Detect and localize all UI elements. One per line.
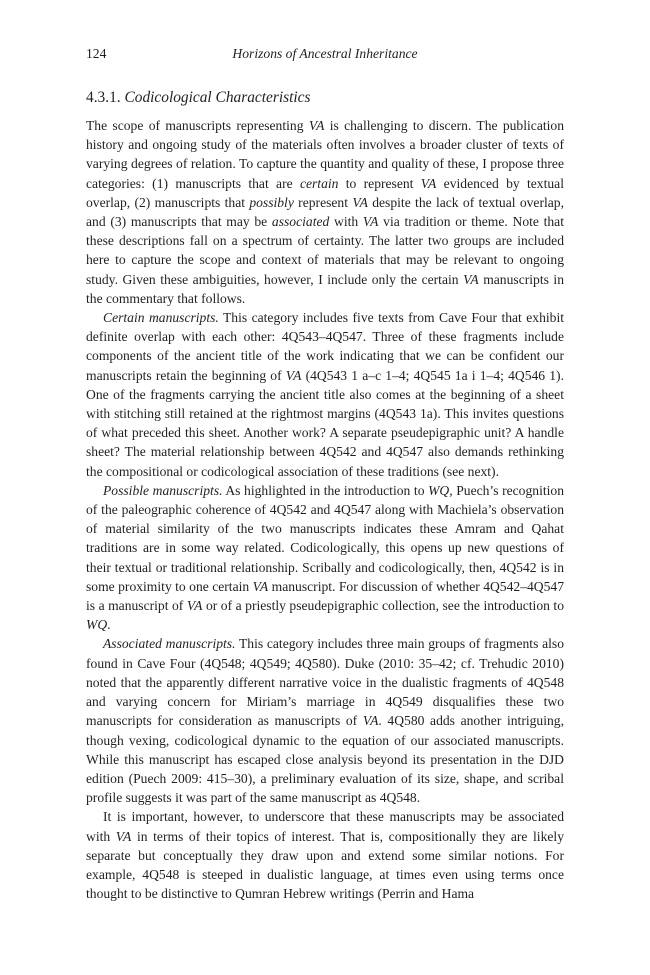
text-run: This category includes five texts from Cave Four that exhibit definite overlap with each other: 4Q543–4Q547. Three of these fragments include components of the ancient title of the work indicating that we can be confident our manuscripts retain the beginning of <box>86 310 564 383</box>
italic-text: Possible manuscripts. <box>103 482 223 498</box>
text-run: or of a priestly pseudepigraphic collection, see the introduction to <box>202 598 564 614</box>
paragraph-associated-manuscripts <box>86 634 564 807</box>
italic-text: VA <box>285 367 302 383</box>
italic-text: VA <box>362 214 379 230</box>
section-title: Codicological Characteristics <box>124 89 311 106</box>
text-run: represent <box>293 194 353 210</box>
text-run: The scope of manuscripts representing <box>86 118 309 133</box>
text-run: As highlighted in the introduction to <box>222 482 429 498</box>
italic-text: VA <box>420 175 437 191</box>
text-run: manuscript. For discussion of whether 4Q542–4Q547 is a manuscript of <box>86 578 564 614</box>
text-run: despite the lack of textual overlap, and (3) manuscripts that may be <box>86 194 564 230</box>
text-run: . <box>107 617 111 633</box>
italic-text: WQ <box>86 617 108 633</box>
italic-text: VA <box>252 578 269 594</box>
section-number: 4.3.1. <box>86 89 121 106</box>
italic-text: WQ <box>428 482 450 498</box>
text-run: in terms of their topics of interest. That is, compositionally they are likely separate but conceptually they draw upon and extend some similar notions. For example, 4Q548 is steeped in dualistic language, at times even using terms once thought to be distinctive to Qumran Hebrew writings (Perrin and Hama <box>86 828 564 902</box>
page-number: 124 <box>86 46 107 61</box>
paragraph-topics-of-interest <box>86 807 564 903</box>
italic-text: VA <box>352 194 368 210</box>
book-page <box>86 44 564 903</box>
text-run: manuscripts in the commentary that follows. <box>86 271 564 306</box>
text-run: via tradition or theme. Note that these descriptions fall on a spectrum of certainty. The latter two groups are included here to capture the scope and context of materials that may be relevant to ongoing study. Given these ambiguities, however, I include only the certain <box>86 214 564 287</box>
section-heading <box>86 88 564 108</box>
italic-text: Associated manuscripts. <box>103 636 236 652</box>
text-run: evidenced by textual overlap, (2) manuscripts that <box>86 175 564 210</box>
italic-text: possibly <box>249 194 294 210</box>
italic-text: VA <box>362 713 379 729</box>
paragraph-certain-manuscripts <box>86 308 564 481</box>
running-title: Horizons of Ancestral Inheritance <box>232 46 418 61</box>
italic-text: associated <box>271 214 330 230</box>
italic-text: certain <box>299 175 339 191</box>
text-run: is challenging to discern. The publication history and ongoing study of the materials often involves a broader cluster of texts of varying degrees of relation. To capture the quantity and quality of these, I propose three categories: (1) manuscripts that are <box>86 118 564 191</box>
italic-text: VA <box>186 598 203 614</box>
text-run: with <box>329 214 363 230</box>
italic-text: Certain manuscripts. <box>103 310 219 326</box>
paragraph-intro <box>86 116 564 308</box>
text-run: (4Q543 1 a–c 1–4; 4Q545 1a i 1–4; 4Q546 1). One of the fragments carrying the ancient title also comes at the beginning of a sheet with stitching still retained at the rightmost margins (4Q543 1a). This invites questions of what preceded this sheet. Another work? A separate pseudepigraphic unit? A handle sheet? The material relationship between 4Q542 and 4Q547 also demands rethinking the compositional or codicological association of these traditions (see next). <box>86 367 564 479</box>
text-run: . 4Q580 adds another intriguing, though vexing, codicological dynamic to the equation of our associated manuscripts. While this manuscript has escaped close analysis beyond its presentation in the DJD edition (Puech 2009: 415–30), a preliminary evaluation of its size, shape, and scribal profile suggests it was part of the same manuscript as 4Q548. <box>86 713 564 806</box>
text-run: It is important, however, to underscore that these manuscripts may be associated with <box>86 809 564 844</box>
text-run: This category includes three main groups of fragments also found in Cave Four (4Q548; 4Q549; 4Q580). Duke (2010: 35–42; cf. Trehudic 2010) noted that the apparently different narrative voice in the dualistic fragments of 4Q548 and varying concern for Miriam’s marriage in 4Q549 disqualifies these two manuscripts for consideration as manuscripts of <box>86 636 564 729</box>
italic-text: VA <box>115 828 132 844</box>
running-head <box>86 44 564 64</box>
text-run: , Puech’s recognition of the paleographic coherence of 4Q542 and 4Q547 along with Machiela’s observation of material similarity of the two manuscripts indicates these Amram and Qahat traditions are in some way related. Codicologically, this opens up new questions of their textual or traditional relationship. Scribally and codicologically, then, 4Q542 is in some proximity to one certain <box>86 482 564 594</box>
italic-text: VA <box>308 118 325 133</box>
paragraph-possible-manuscripts <box>86 481 564 635</box>
italic-text: VA <box>463 271 479 287</box>
text-run: to represent <box>338 175 421 191</box>
body-text <box>86 116 564 903</box>
